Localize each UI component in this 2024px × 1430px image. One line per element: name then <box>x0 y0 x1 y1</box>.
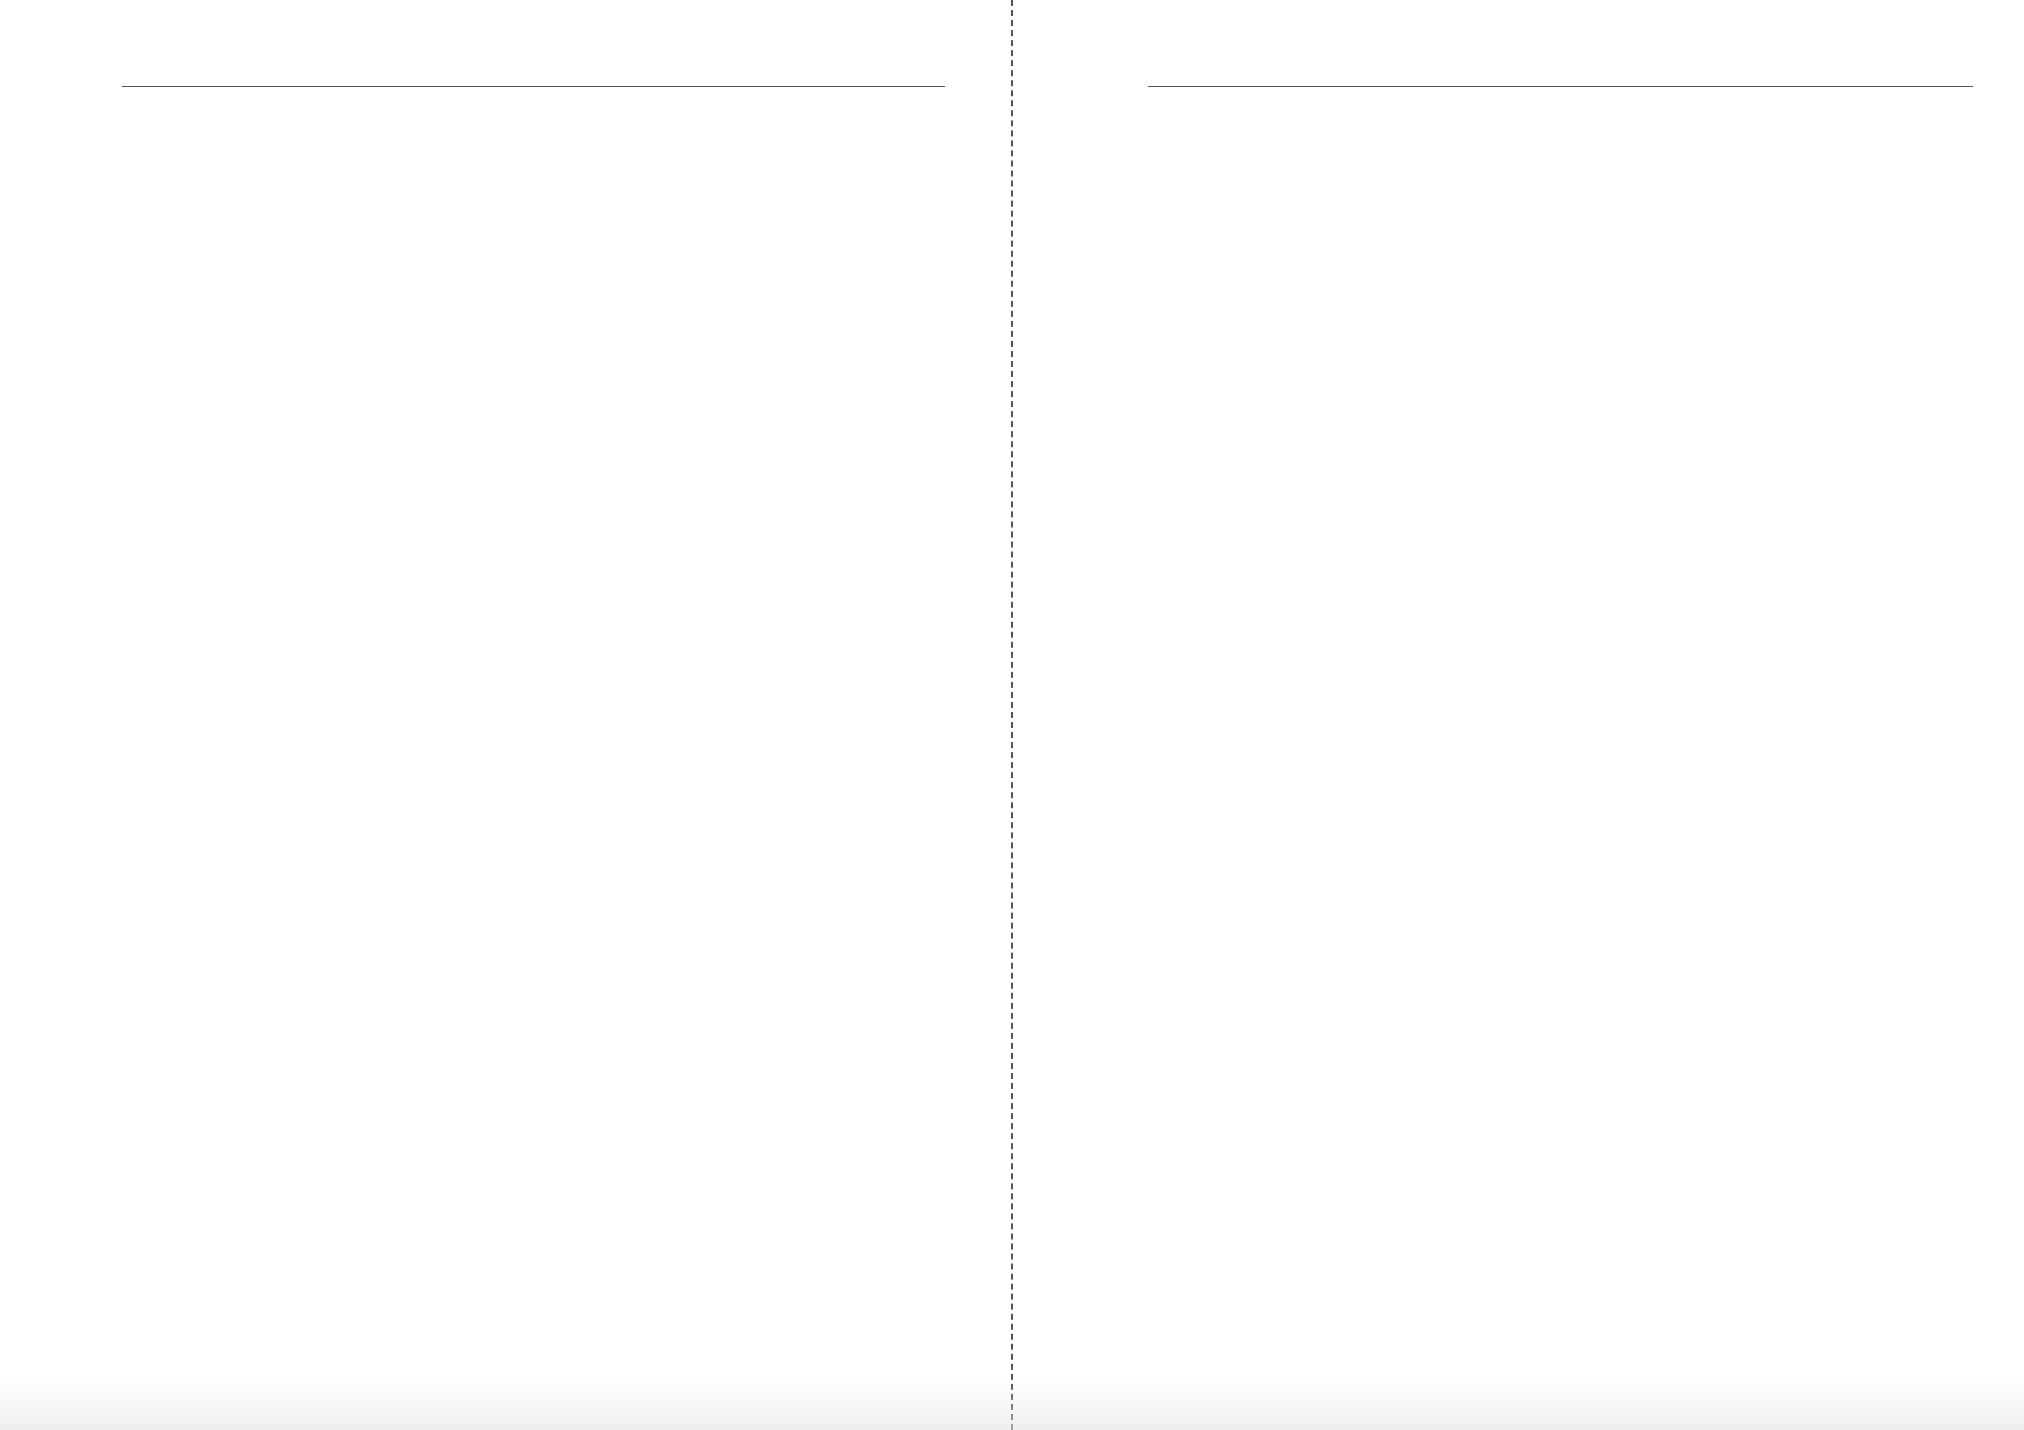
fretboard-diagram <box>1108 205 1511 360</box>
fretboard-diagram <box>1578 430 1981 585</box>
fretboard-diagram <box>93 430 496 585</box>
fretboard-diagram <box>563 430 966 585</box>
fretboard-diagram <box>1108 655 1511 810</box>
header-rule <box>122 86 945 87</box>
fretboard-diagram <box>563 655 966 810</box>
page-50 <box>1012 0 2024 1430</box>
bass-clef-icon <box>70 30 150 120</box>
fretboard-diagram <box>93 655 496 810</box>
fretboard-diagram <box>563 880 966 1035</box>
fretboard-diagram <box>93 205 496 360</box>
fretboard-diagram <box>1578 655 1981 810</box>
fretboard-diagram <box>1108 880 1511 1035</box>
fretboard-diagram <box>1578 880 1981 1035</box>
fretboard-diagram <box>563 205 966 360</box>
fretboard-diagram <box>1108 430 1511 585</box>
header-rule <box>1148 86 1973 87</box>
fretboard-diagram <box>93 880 496 1035</box>
fretboard-diagram <box>1578 205 1981 360</box>
bass-clef-icon <box>1086 30 1166 120</box>
